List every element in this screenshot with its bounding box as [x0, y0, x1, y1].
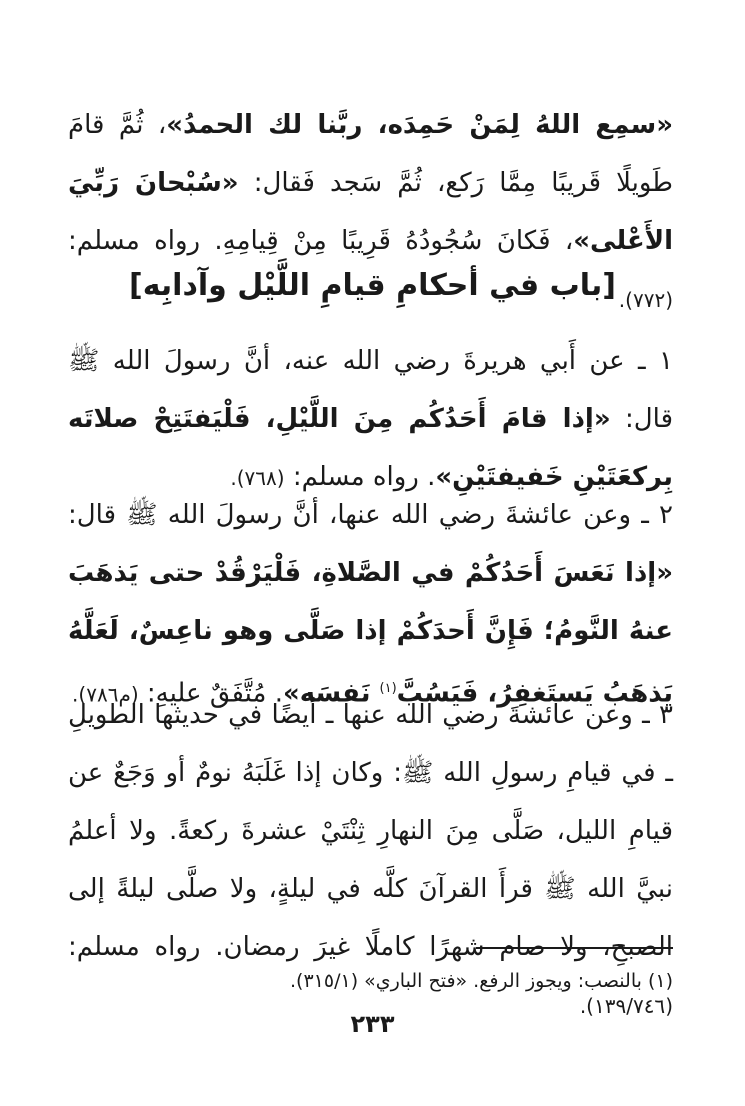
intro-reference: (٧٧٢). [618, 288, 673, 312]
footnote-divider [476, 947, 673, 949]
hadith-1 [68, 332, 673, 507]
hadith-2-reference: (م٧٨٦). [72, 682, 139, 707]
footnote-marker[interactable]: (١) [379, 681, 397, 696]
hadith-2-lead: ٢ ـ وعن عائشةَ رضي الله عنها، أنَّ رسولَ الله ﷺ قال: [68, 500, 673, 530]
chapter-heading: [باب في أحكامِ قيامِ اللَّيْل وآدابِه] [129, 268, 616, 303]
hadith-1-reference: (٧٦٨). [230, 466, 285, 490]
intro-quote-2: «سُبْحانَ رَبِّيَ الأَعْلى» [68, 168, 673, 256]
hadith-2-quote: «إذا نَعَسَ أَحَدُكُمْ في الصَّلاةِ، فَلْيَرْقُدْ حتى يَذهَبَ عنهُ النَّومُ؛ فَإِنَّ أَحدَكُمْ إذا صَلَّى وهو ناعِسٌ، لَعَلَّهُ يَذهَبُ يَستَغفِرُ، فَيَسُبَّ [68, 558, 673, 709]
intro-text-1: ، ثُمَّ قامَ طَويلًا قَريبًا مِمَّا رَكع، ثُمَّ سَجد فَقال: [68, 110, 673, 198]
hadith-1-lead: ١ ـ عن أَبي هريرةَ رضي الله عنه، أنَّ رسولَ الله ﷺ قال: [68, 346, 673, 434]
hadith-3-reference: (١٣٩/٧٤٦). [579, 994, 673, 1018]
hadith-1-quote: «إذا قامَ أَحَدُكُم مِنَ اللَّيْلِ، فَلْيَفتَتِحْ صلاتَه بِركعَتَيْنِ خَفيفتَيْنِ» [68, 404, 673, 492]
intro-quote-1: «سمِع اللهُ لِمَنْ حَمِدَه، ربَّنا لك الحمدُ» [166, 110, 673, 140]
intro-text-2: ، فَكانَ سُجُودُهُ قَرِيبًا مِنْ قِيامِهِ. رواه مسلم: [68, 226, 574, 256]
footnote: (١) بالنصب: ويجوز الرفع. «فتح الباري» (٣١٥/١). [290, 970, 673, 992]
page-number: ٢٣٣ [350, 1010, 395, 1038]
hadith-3-text: ٣ ـ وعن عائشةَ رضي الله عنها ـ أيضًا في حديثها الطويلِ ـ في قيامِ رسولِ الله ﷺ: وكان إذا غَلَبَهُ نومٌ أو وَجَعٌ عن قيامِ الليل، صَلَّى مِنَ النهارِ ثِنْتَيْ عشرةَ ركعةً. ولا أعلمُ نبيَّ الله ﷺ قرأَ القرآنَ كلَّه في ليلةٍ، ولا صلَّى ليلةً إلى الصبحِ، ولا صام شهرًا كاملًا غيرَ رمضان. رواه مسلم: [68, 700, 673, 962]
hadith-2-tail: . مُتَّفَقٌ عليهِ: [138, 678, 283, 709]
hadith-1-tail: . رواه مسلم: [284, 462, 436, 492]
hadith-2-quote-end: نَفسَه» [282, 678, 380, 709]
